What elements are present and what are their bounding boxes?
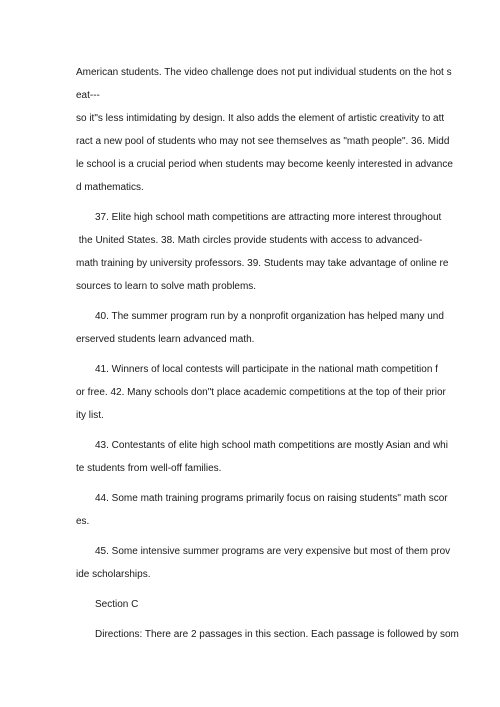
text-line: 43. Contestants of elite high school math competitions are mostly Asian and whi [95, 440, 448, 451]
text-line: 44. Some math training programs primarily focus on raising students" math scor [95, 493, 448, 504]
text-line: ity list. [76, 410, 104, 421]
text-line: d mathematics. [76, 182, 144, 193]
text-line: erserved students learn advanced math. [76, 334, 255, 345]
text-line: ract a new pool of students who may not see themselves as "math people". 36. Midd [76, 136, 450, 147]
text-line: sources to learn to solve math problems. [76, 281, 257, 292]
text-line: 45. Some intensive summer programs are very expensive but most of them prov [95, 546, 451, 557]
text-line: eat--- [76, 90, 100, 101]
text-line: American students. The video challenge does not put individual students on the hot s [76, 67, 452, 78]
text-line: 41. Winners of local contests will participate in the national math competition f [95, 364, 438, 375]
text-line: math training by university professors. 39. Students may take advantage of online re [76, 258, 449, 269]
text-line: the United States. 38. Math circles provide students with access to advanced- [76, 235, 423, 246]
text-line: es. [76, 516, 90, 527]
text-line: 37. Elite high school math competitions are attracting more interest throughout [95, 212, 442, 223]
text-line: le school is a crucial period when students may become keenly interested in advance [76, 159, 453, 170]
text-line: ide scholarships. [76, 569, 151, 580]
text-line: 40. The summer program run by a nonprofit organization has helped many und [95, 311, 444, 322]
text-line: or free. 42. Many schools don"t place academic competitions at the top of their prior [76, 387, 446, 398]
text-line: te students from well-off families. [76, 463, 222, 474]
text-line: Directions: There are 2 passages in this section. Each passage is followed by som [95, 629, 459, 640]
text-line: so it"s less intimidating by design. It also adds the element of artistic creativity to att [76, 113, 445, 124]
section-heading: Section C [95, 599, 139, 610]
